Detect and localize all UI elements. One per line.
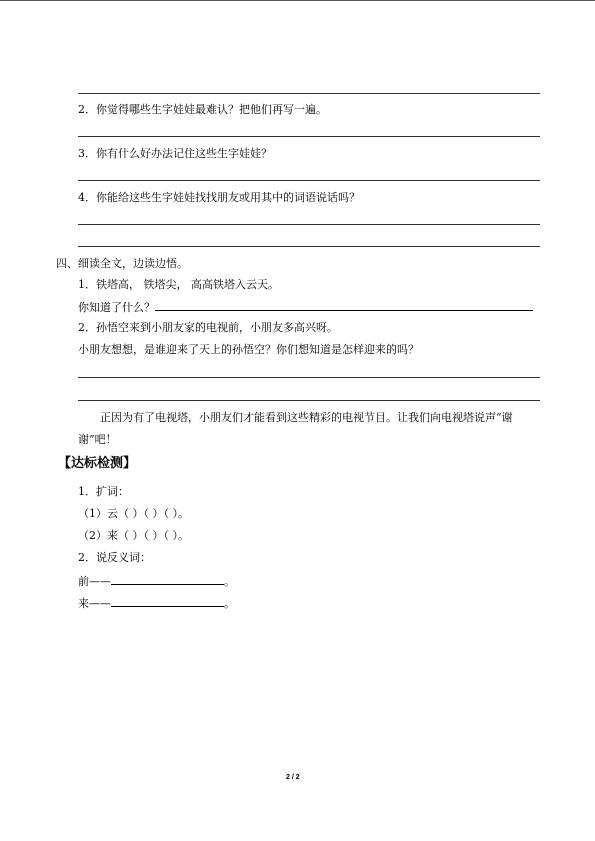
question-text: 你知道了什么？ [78,301,155,314]
section-4-item-1-question [78,299,533,315]
page-top-border [0,0,595,1]
task-1-b: （2）来（ ）（ ）（ ）。 [78,529,189,542]
task-2-a [78,573,235,589]
question-3: 3．你有什么好办法记住这些生字娃娃？ [78,147,272,160]
answer-line [78,246,540,247]
task-1-a: （1）云（ ）（ ）（ ）。 [78,507,189,520]
question-2: 2．你觉得哪些生字娃娃最难认？把他们再写一遍。 [78,103,327,116]
section-4-item-2: 2．孙悟空来到小朋友家的电视前，小朋友多高兴呀。 [78,321,338,334]
punctuation: 。 [224,575,235,588]
antonym-word: 来—— [78,597,111,610]
closing-paragraph-line-1: 正因为有了电视塔，小朋友们才能看到这些精彩的电视节目。让我们向电视塔说声“谢 [100,411,513,424]
answer-line [78,377,540,378]
answer-line [78,180,540,181]
section-4-title: 四、细读全文，边读边悟。 [56,257,188,270]
answer-line [78,224,540,225]
section-4-item-1: 1．铁塔高， 铁塔尖， 高高铁塔入云天。 [78,278,279,291]
task-2: 2．说反义词： [78,551,151,564]
question-4: 4．你能给这些生字娃娃找找朋友或用其中的词语说话吗？ [78,191,360,204]
task-1: 1．扩词： [78,485,129,498]
answer-blank[interactable] [155,299,533,311]
page-number: 2 / 2 [286,774,300,781]
section-4-item-2-question: 小朋友想想，是谁迎来了天上的孙悟空？你们想知道是怎样迎来的吗？ [78,343,419,356]
answer-blank[interactable] [111,573,224,585]
closing-paragraph-line-2: 谢”吧！ [78,433,117,446]
section-heading: 【达标检测】 [58,456,137,471]
answer-line [78,136,540,137]
answer-line [78,93,540,94]
answer-blank[interactable] [111,595,224,607]
task-2-b [78,595,235,611]
antonym-word: 前—— [78,575,111,588]
punctuation: 。 [224,597,235,610]
answer-line [78,400,540,401]
